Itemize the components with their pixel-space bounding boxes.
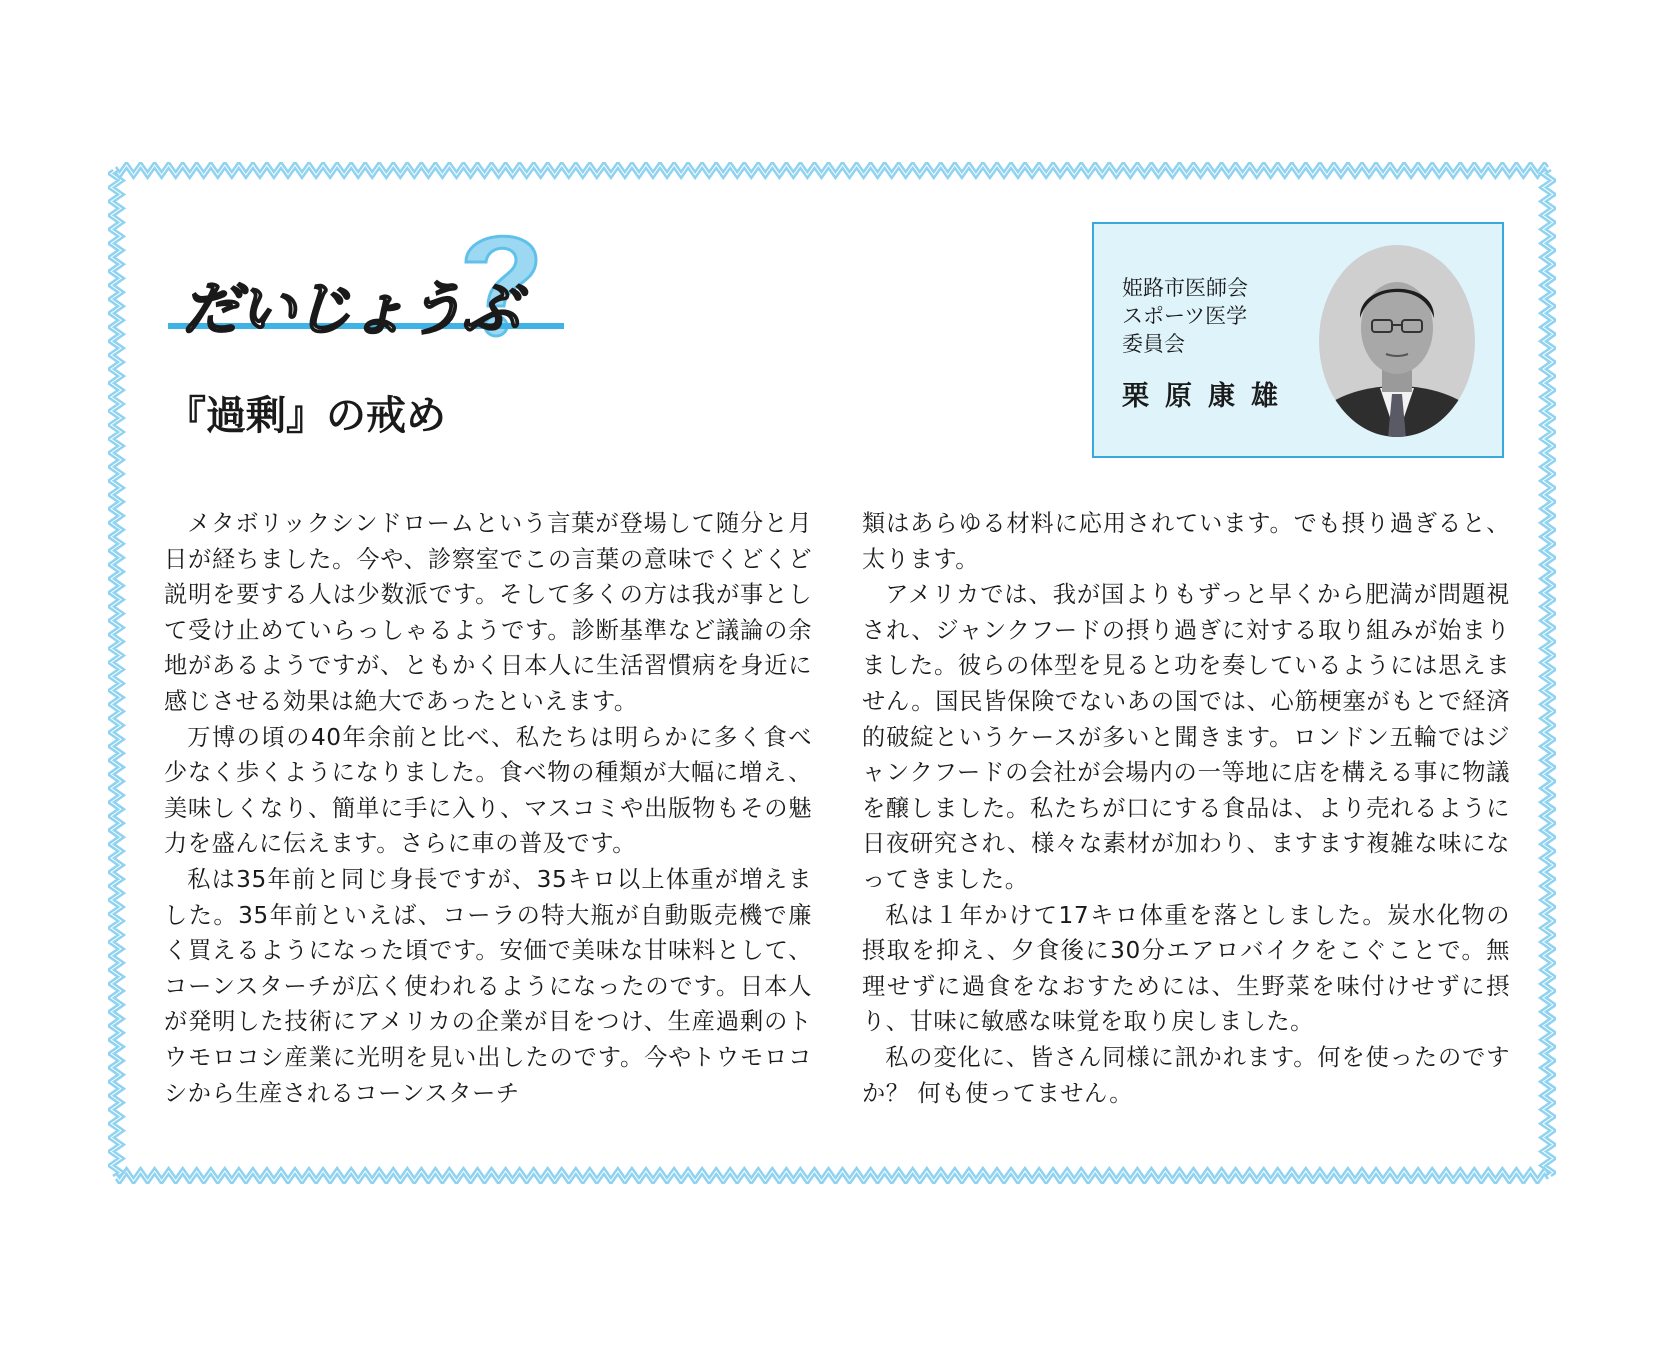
body-column-right	[862, 506, 1510, 1111]
body-paragraph: 万博の頃の40年余前と比べ、私たちは明らかに多く食べ少なく歩くようになりました。食べ物の種類が大幅に増え、美味しくなり、簡単に手に入り、マスコミや出版物もその魅力を盛んに伝えます。さらに車の普及です。	[164, 723, 812, 858]
affiliation-line: 委員会	[1122, 332, 1185, 356]
body-paragraph: 私は35年前と同じ身長ですが、35キロ以上体重が増えました。35年前といえば、コーラの特大瓶が自動販売機で廉く買えるようになった頃です。安価で美味な甘味料として、コーンスターチが広く使われるようになったのです。日本人が発明した技術にアメリカの企業が目をつけ、生産過剰のトウモロコシ産業に光明を見い出したのです。今やトウモロコシから生産されるコーンスターチ	[164, 865, 812, 1107]
author-photo	[1318, 244, 1476, 438]
author-box	[1092, 222, 1504, 458]
affiliation-line: スポーツ医学	[1122, 304, 1248, 328]
body-paragraph: 私の変化に、皆さん同様に訊かれます。何を使ったのですか？ 何も使ってません。	[862, 1043, 1510, 1107]
affiliation-line: 姫路市医師会	[1122, 276, 1248, 300]
series-title	[168, 222, 568, 342]
author-name: 栗原康雄	[1122, 381, 1294, 412]
author-affiliation	[1122, 274, 1248, 358]
body-column-left	[164, 506, 812, 1111]
body-paragraph: 私は１年かけて17キロ体重を落としました。炭水化物の摂取を抑え、夕食後に30分エアロバイクをこぐことで。無理せずに過食をなおすためには、生野菜を味付けせずに摂り、甘味に敏感な味覚を取り戻しました。	[862, 901, 1510, 1036]
body-paragraph-continued: 類はあらゆる材料に応用されています。でも摂り過ぎると、太ります。	[862, 510, 1510, 573]
body-paragraph: メタボリックシンドロームという言葉が登場して随分と月日が経ちました。今や、診察室でこの言葉の意味でくどくど説明を要する人は少数派です。そして多くの方は我が事として受け止めていらっしゃるようです。診断基準など議論の余地があるようですが、ともかく日本人に生活習慣病を身近に感じさせる効果は絶大であったといえます。	[164, 510, 812, 715]
article-title: 『過剰』の戒め	[166, 393, 446, 439]
body-paragraph: アメリカでは、我が国よりもずっと早くから肥満が問題視され、ジャンクフードの摂り過ぎに対する取り組みが始まりました。彼らの体型を見ると功を奏しているようには思えません。国民皆保険でないあの国では、心筋梗塞がもとで経済的破綻というケースが多いと聞きます。ロンドン五輪ではジャンクフードの会社が会場内の一等地に店を構える事に物議を醸しました。私たちが口にする食品は、より売れるように日夜研究され、様々な素材が加わり、ますます複雑な味になってきました。	[862, 581, 1510, 893]
series-title-text: だいじょうぶ	[182, 275, 519, 343]
